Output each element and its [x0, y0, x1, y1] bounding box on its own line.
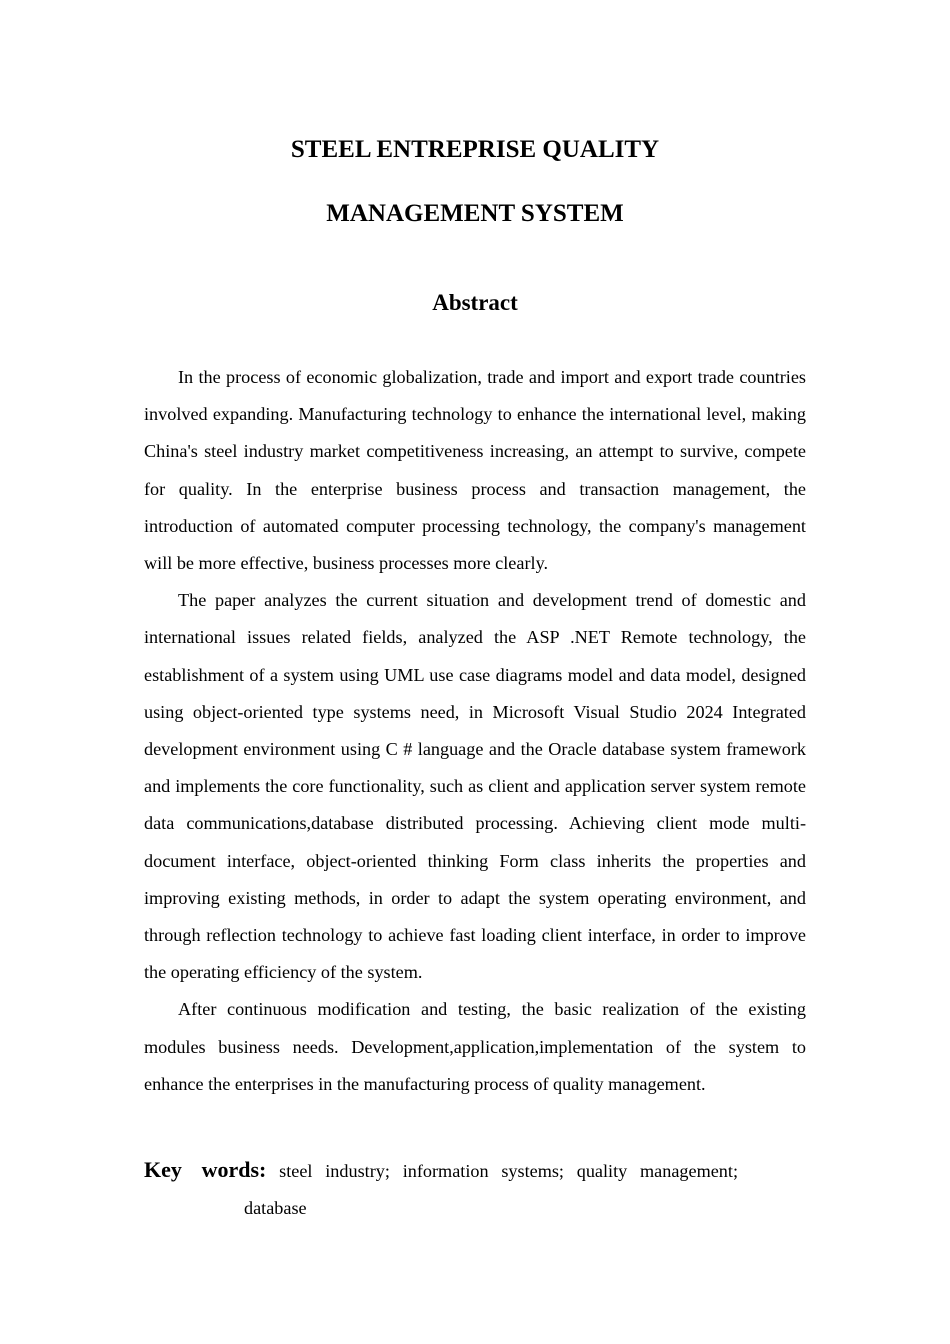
title-line-2: MANAGEMENT SYSTEM	[326, 200, 624, 227]
abstract-heading: Abstract	[432, 290, 518, 315]
keywords-label: Key words:	[144, 1157, 267, 1182]
abstract-paragraph-1: In the process of economic globalization, trade and import and export trade countries involved expanding. Manufacturing technology to enhance the international level, making China's steel industry market competitiveness increasing, an attempt to survive, compete for quality. In the enterprise business process and transaction management, the introduction of automated computer processing technology, the company's management will be more effective, business processes more clearly.	[144, 367, 806, 574]
keywords-text: steel industry; information systems; quality management; database	[244, 1161, 738, 1218]
abstract-body	[144, 359, 806, 1103]
abstract-paragraph-3: After continuous modification and testing, the basic realization of the existing modules business needs. Development,application,implementation of the system to enhance the enterprises in the manufacturing process of quality management.	[144, 999, 806, 1094]
keywords-block	[144, 1151, 738, 1227]
title-line-1: STEEL ENTREPRISE QUALITY	[290, 136, 660, 163]
abstract-paragraph-2: The paper analyzes the current situation and development trend of domestic and international issues related fields, analyzed the ASP .NET Remote technology, the establishment of a system using UML use case diagrams model and data model, designed using object-oriented type systems need, in Microsoft Visual Studio 2024 Integrated development environment using C # language and the Oracle database system framework and implements the core functionality, such as client and application server system remote data communications,database distributed processing. Achieving client mode multi-document interface, object-oriented thinking Form class inherits the properties and improving existing methods, in order to adapt the system operating environment, and through reflection technology to achieve fast loading client interface, in order to improve the operating efficiency of the system.	[144, 590, 806, 983]
